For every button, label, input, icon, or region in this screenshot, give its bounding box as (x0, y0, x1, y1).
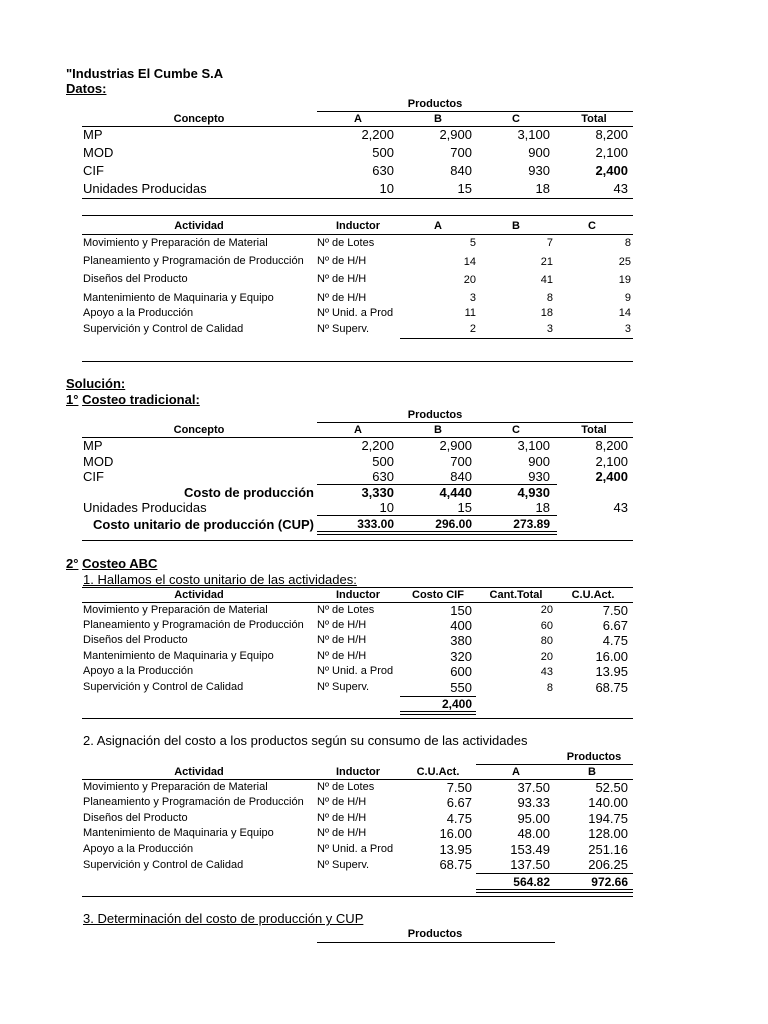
productos-header: Productos (407, 928, 463, 940)
col-inductor: Inductor (336, 589, 380, 601)
col-b: B (434, 424, 442, 436)
col-actividad: Actividad (174, 766, 224, 778)
col-inductor: Inductor (336, 766, 380, 778)
step-2-heading: 2. Asignación del costo a los productos según su consumo de las actividades (83, 733, 528, 748)
col-b: B (588, 766, 596, 778)
col-a: A (434, 220, 442, 232)
col-a: A (512, 766, 520, 778)
col-concepto: Concepto (173, 113, 225, 125)
col-cant-total: Cant.Total (489, 589, 543, 601)
col-a: A (354, 113, 362, 125)
step-1-heading: 1. Hallamos el costo unitario de las actividades: (83, 572, 357, 587)
col-a: A (354, 424, 362, 436)
col-actividad: Actividad (174, 589, 224, 601)
solucion-heading: Solución: (66, 376, 126, 391)
productos-header: Productos (407, 98, 463, 110)
col-total: Total (581, 424, 607, 436)
costo-cif-total: 2,400 (441, 697, 472, 711)
section-2-heading: 2° Costeo ABC (66, 556, 158, 571)
total-b: 972.66 (591, 875, 628, 889)
productos-header: Productos (407, 409, 463, 421)
productos-header: Productos (566, 751, 622, 763)
section-1-heading: 1° Costeo tradicional: (66, 392, 200, 407)
col-c: C (588, 220, 596, 232)
datos-heading: Datos: (66, 81, 107, 96)
col-c: C (512, 113, 520, 125)
col-costo-cif: Costo CIF (412, 589, 464, 601)
col-inductor: Inductor (336, 220, 380, 232)
total-a: 564.82 (513, 875, 550, 889)
step-3-heading: 3. Determinación del costo de producción y CUP (83, 911, 364, 926)
col-total: Total (581, 113, 607, 125)
company-name: "Industrias El Cumbe S.A (66, 66, 224, 81)
col-c: C (512, 424, 520, 436)
col-b: B (512, 220, 520, 232)
col-cu-act: C.U.Act. (416, 766, 460, 778)
col-cu-act: C.U.Act. (571, 589, 615, 601)
col-b: B (434, 113, 442, 125)
col-concepto: Concepto (173, 424, 225, 436)
col-actividad: Actividad (174, 220, 224, 232)
